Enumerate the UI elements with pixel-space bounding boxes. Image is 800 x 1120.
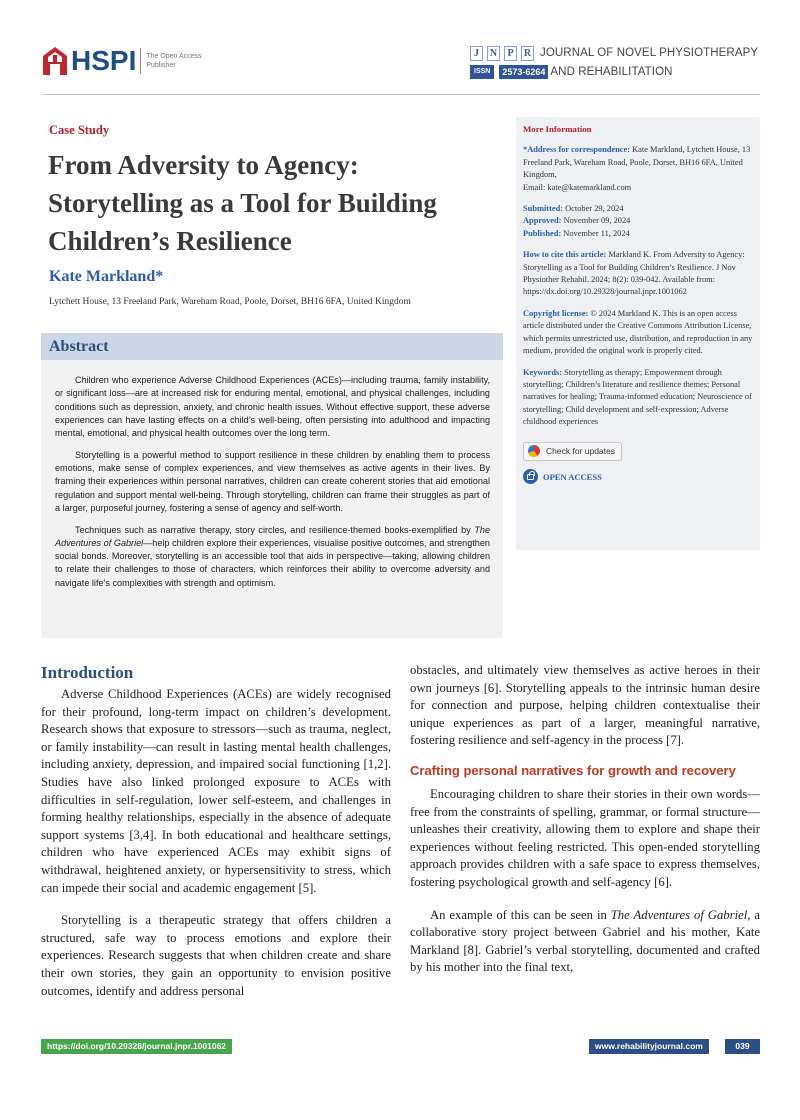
correspondence-text: Kate Markland, Lytchett House, 13 Freeland Park, Wareham Road, Poole, Dorset, BH16 6FA, United Kingdom, [523,145,751,180]
published-date: November 11, 2024 [561,228,630,238]
approved-label: Approved: [523,216,562,226]
open-access-label: OPEN ACCESS [543,471,602,482]
issn-label: ISSN [470,65,494,79]
citation-block [523,249,753,299]
abstract-body [41,360,503,590]
crafting-narratives-heading: Crafting personal narratives for growth and recovery [410,762,736,778]
abstract-paragraph-3 [55,524,490,590]
more-info-heading: More Information [523,124,592,134]
abstract-heading: Abstract [41,333,503,360]
logo-divider [140,48,141,74]
keywords-block [523,367,753,429]
right-paragraph-2: Encouraging children to share their stories in their own words—free from the constraints of spelling, grammar, or formal structure—unleashes their creativity, allowing them to explore and shape their experiences without feeling restricted. This open-ended storytelling approach provides children with a safe space to express themselves, fostering psychological growth and self-agency [6]. [410,786,760,889]
crossmark-icon [528,445,540,457]
book-title-body: The Adventures of Gabriel [610,907,748,922]
article-title: From Adversity to Agency: Storytelling as a Tool for Building Children’s Resilience [48,150,437,256]
publisher-tagline: The Open Access Publisher [146,53,202,69]
cite-label: How to cite this article: [523,250,607,260]
journal-header [470,45,758,79]
issn-number: 2573-6264 [499,65,548,79]
publisher-name: HSPI [71,45,137,76]
article-type: Case Study [49,123,110,137]
correspondence-block [523,144,753,194]
footer-doi-link[interactable]: https://doi.org/10.29328/journal.jnpr.1001062 [41,1039,232,1054]
right-p3-end: , a collaborative story project between Gabriel and his mother, Kate Markland [8]. Gabriel’s verbal storytelling, documented and crafted by his mother into the final text, [410,907,760,975]
article-author: Kate Markland* [49,268,164,285]
published-label: Published: [523,228,562,238]
copyright-block [523,308,753,358]
author-affiliation: Lytchett House, 13 Freeland Park, Wareham Road, Poole, Dorset, BH16 6FA, United Kingdom [49,297,411,307]
journal-name-line1: JOURNAL OF NOVEL PHYSIOTHERAPY [540,47,759,59]
submitted-date: October 29, 2024 [563,204,624,214]
abstract-paragraph-1: Children who experience Adverse Childhood Experiences (ACEs)—including trauma, family instability, or significant loss—are at increased risk for enduring mental, emotional, and physical challenges, including conditions such as depression, anxiety, and chronic health issues. Without effective support, these adverse experiences can have lasting effects on a child’s well-being, often persisting into adulthood and impacting mental, emotional, and physical health outcomes over the long term. [55,375,490,439]
more-information-panel [516,117,760,550]
copyright-text: © 2024 Markland K. This is an open access article distributed under the Creative Commons Attribution License, which permits unrestricted use, distribution, and reproduction in any medium, provided the original work is properly cited. [523,308,753,356]
correspondence-label: *Address for correspondence: [523,145,631,155]
check-updates-label: Check for updates [546,445,615,456]
body-column-left [41,662,391,1015]
copyright-label: Copyright license: [523,308,589,318]
page-number: 039 [725,1039,760,1054]
header-divider [42,94,760,95]
book-title: The Adventures of Gabriel [55,524,490,548]
body-column-right [410,662,760,992]
right-p3-start: An example of this can be seen in [430,907,611,922]
submitted-label: Submitted: [523,204,564,214]
right-paragraph-1: obstacles, and ultimately view themselves as active heroes in their own journeys [6]. Storytelling appeals to the intrinsic human desire for connection and purpose, helping children contextualise their unique experiences as part of a larger, meaningful narrative, fostering resilience and self-agency in the process [7]. [410,663,760,748]
journal-initial-r: R [521,46,534,61]
abstract-paragraph-2: Storytelling is a powerful method to support resilience in these children by enabling them to process emotions, make sense of complex experiences, and view themselves as active agents in their lives. By framing their experiences within personal narratives, children can create coherent stories that aid emotional regulation and support mental well-being. Through storytelling, children can frame their struggles as part of a larger, purposeful journey, fostering a sense of agency and self-worth. [55,449,490,513]
hspi-house-icon [42,46,68,76]
right-paragraph-3 [410,907,760,977]
journal-initial-j: J [470,46,483,61]
journal-initial-n: N [487,46,500,61]
cite-url-link[interactable]: https://dx.doi.org/10.29328/journal.jnpr.1001062 [523,287,687,297]
footer-site-link[interactable]: www.rehabilityjournal.com [589,1039,709,1054]
intro-paragraph-2: Storytelling is a therapeutic strategy that offers children a structured, safe way to process emotions and explore their experiences. Research suggests that when children create and share their own stories, they gain an opportunity to envision positive outcomes, identify and address personal [41,913,391,998]
keywords-label: Keywords: [523,367,563,377]
check-for-updates-button[interactable] [523,442,622,461]
correspondence-email[interactable]: Email: kate@katemarkland.com [523,182,632,192]
intro-paragraph-1: Adverse Childhood Experiences (ACEs) are widely recognised for their profound, long-term impact on children’s development. Research shows that exposure to stressors—such as trauma, neglect, or family instability—can result in lasting mental health challenges, including anxiety, depression, and impaired social functioning [1,2]. Studies have also linked prolonged exposure to ACEs with difficulties in self-regulation, lower self-esteem, and challenges in forming healthy relationships, especially in the absence of adequate support systems [3,4]. In both educational and healthcare settings, children who have experienced ACEs may exhibit signs of withdrawal, heightened anxiety, or hypersensitivity to stress, which can impede their social and academic engagement [5]. [41,687,391,895]
open-access-badge [523,469,753,484]
publisher-logo [42,46,216,76]
journal-initial-p: P [504,46,517,61]
abstract-p3-end: —help children explore their experiences, visualise positive outcomes, and strengthen social bonds. Moreover, storytelling is an accessible tool that aids in perspective—taking, allowing children to relate their challenges to those of characters, which reinforces their ability to overcome adversity and navigate life’s complexities with strength and optimism. [55,537,490,588]
open-lock-icon [523,469,538,484]
approved-date: November 09, 2024 [561,216,631,226]
abstract-p3-start: Techniques such as narrative therapy, story circles, and resilience-themed books-exemplified by [75,524,475,535]
dates-block [523,203,753,240]
cite-text: Markland K. From Adversity to Agency: Storytelling as a Tool for Building Children’s Resilience. J Nov Physiother Rehabil. 2024; 8(2): 039-042. Available from: [523,250,745,285]
journal-name-line2: AND REHABILITATION [550,66,673,78]
introduction-heading: Introduction [41,663,134,682]
abstract-section [41,333,503,638]
keywords-text: Storytelling as therapy; Empowerment through storytelling; Children’s literature and resilience themes; Personal narratives for healing; Trauma-informed education; Neuroscience of storytelling; Child development and self-expression; Adverse childhood experiences [523,367,752,427]
